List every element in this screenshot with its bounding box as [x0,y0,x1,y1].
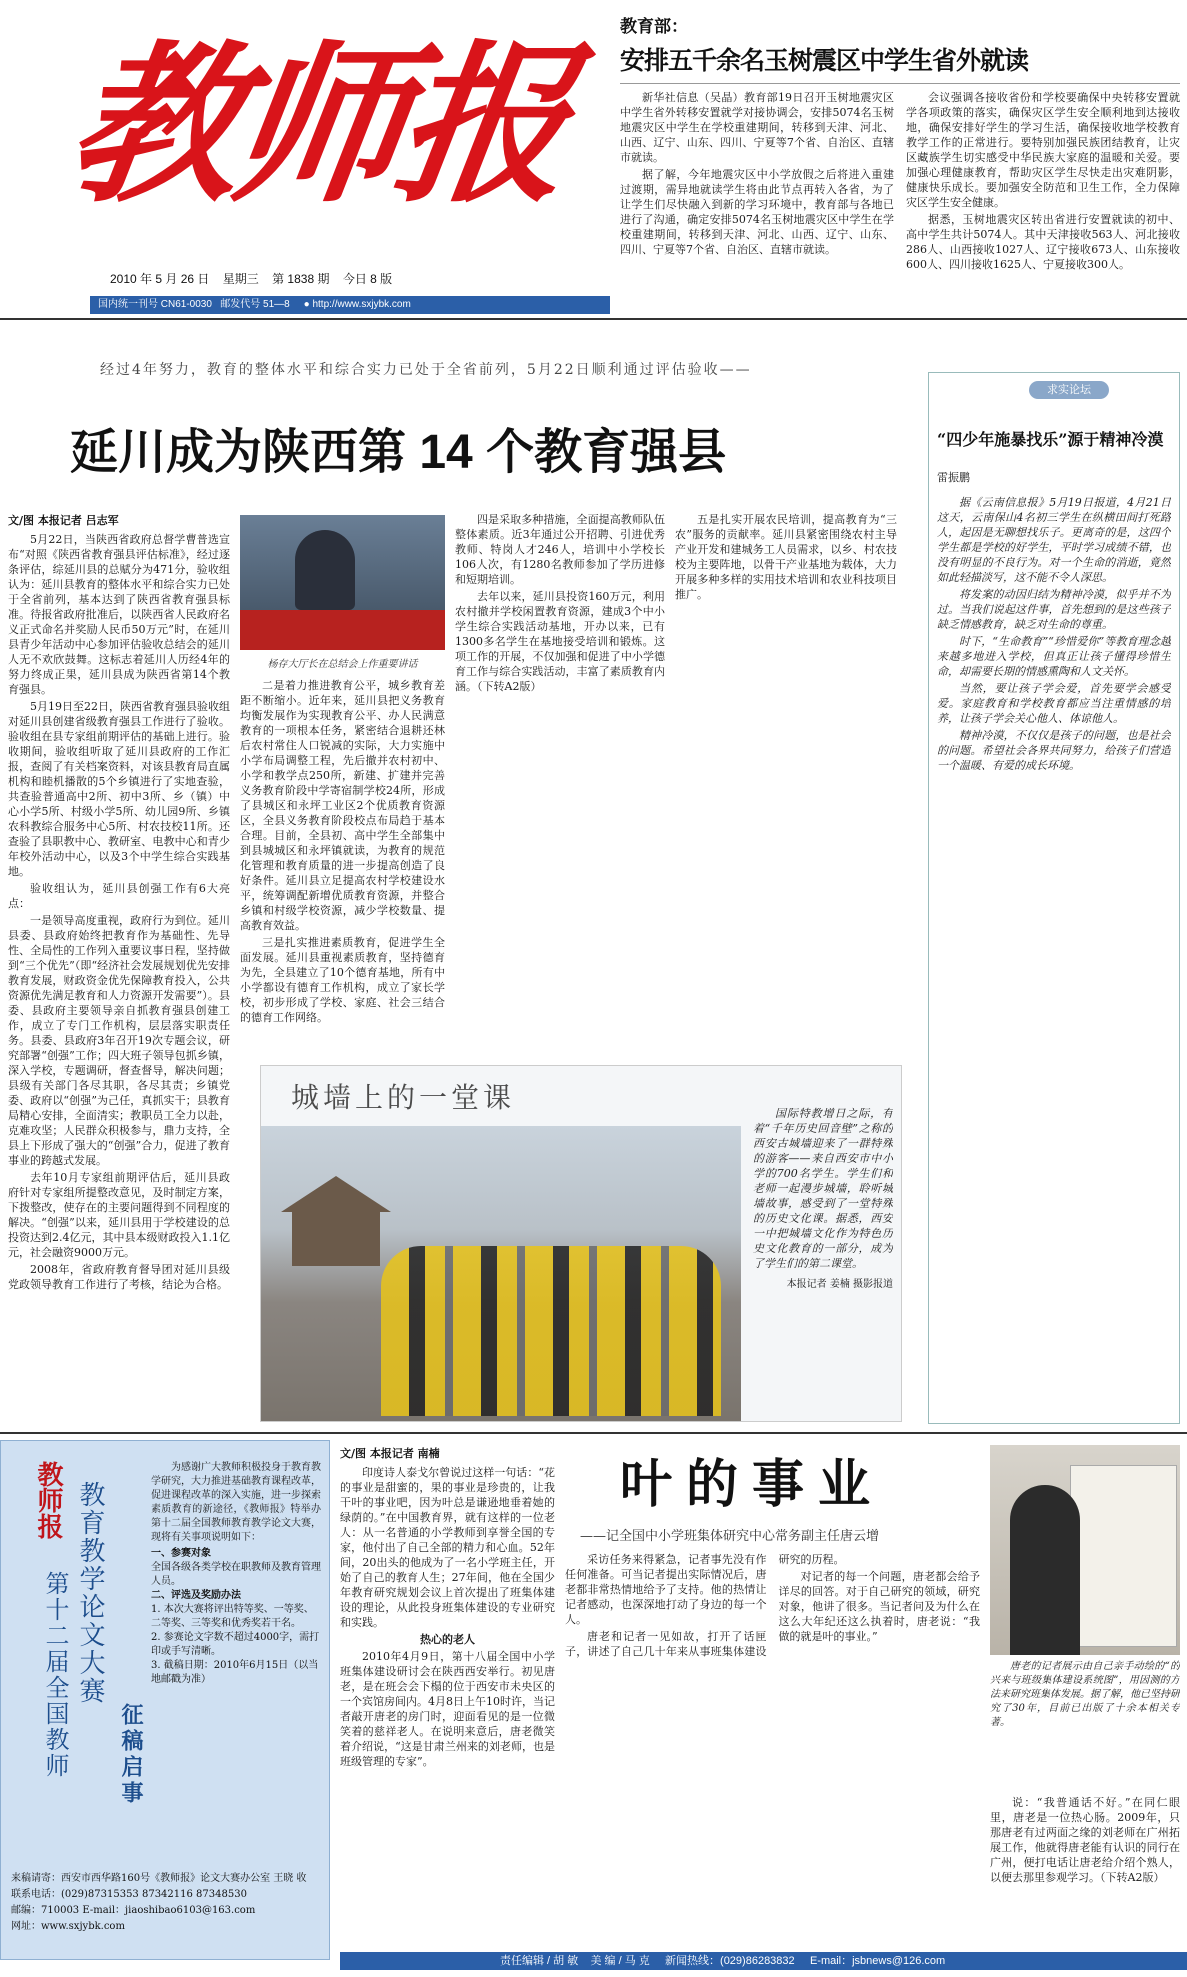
lead-body-col2 [240,678,445,1073]
masthead-info-bar [90,296,610,314]
ad-rule: 全国各级各类学校在职教师及教育管理人员。 [151,1562,321,1587]
profile-photo-caption [990,1660,1180,1790]
issue-pages: 今日 8 版 [342,272,393,286]
website-link[interactable]: http://www.sxjybk.com [312,299,411,310]
issue-weekday: 星期三 [222,272,259,286]
issue-number: 第 1838 期 [272,272,330,286]
cn-code: 国内统一刊号 CN61-0030 [98,299,212,310]
lead-paragraph: 二是着力推进教育公平，城乡教育差距不断缩小。近年来，延川县把义务教育均衡发展作为实现教育公平、办人民满意教育的一项根本任务，紧密结合退耕还林后农村常住人口锐减的实际，大力实施中小学布局调整工程，先后撤并农村初中、小学和教学点250所，新建、扩建并完善义务教育阶段中学寄宿制学校24所，形成了县城区和永坪工业区2个优质教育资源区，全县义务教育阶段校点布局趋于基本合理。目前，全县初、高中学生全部集中到县城城区和永坪镇就读，为教育的规范化管理和教育质量的进一步提高创造了良好条件。延川县立足提高农村学校建设水平，统筹调配新增优质教育资源，并整合乡镇和村级学校资源，减少学校数量、提高教育效益。 [240,679,445,932]
lead-paragraph: 去年以来，延川县投资160万元，利用农村撤并学校闲置教育资源，建成3个中小学生综合实践活动基地，开办以来，已有1300多名学生在基地接受培训和锻炼。这项工作的开展，不仅加强和促进了中小学德育工作与综合实践活动，丰富了素质教育内涵。（下转A2版） [455,590,665,693]
profile-byline: 文/图 本报记者 南楠 [340,1447,440,1460]
ad-title-end: 征稿启事 [118,1703,144,1807]
lead-body-col4 [675,512,897,1072]
sidebar-paragraph: 据《云南信息报》5月19日报道，4月21日这天，云南保山4名初三学生在纵横田间打死路人，起因是无聊想找乐子。更离奇的是，这四个学生都是学校的好学生，平时学习成绩不错，也没有明显的不良行为。对一个生命的消逝，竟然如此轻描淡写，这不能不令人深思。 [937,496,1171,584]
top-news [620,12,1180,312]
top-news-body [620,90,1180,298]
sidebar-essay [928,372,1180,1424]
ad-rule: 二、评选及奖励办法 [151,1590,241,1601]
lead-paragraph: 五是扎实开展农民培训，提高教育为“三农”服务的贡献率。延川县紧密围绕农村主导产业开发和建城务工人员需求，以乡、村农技校为主要阵地，以骨干产业基地为载体，大力开展多种多样的实用技术培训和农业科技项目推广。 [675,513,897,601]
lead-byline: 文/图 本报记者 吕志军 [8,514,119,527]
lead-paragraph: 2008年，省政府教育督导团对延川县级党政领导教育工作进行了考核，结论为合格。 [8,1263,230,1291]
sidebar-paragraph: 时下，“生命教育”“珍惜爱你”等教育理念越来越多地进入学校，但真正让孩子懂得珍惜生命，却需要长期的情感熏陶和人文关怀。 [937,635,1171,678]
lead-headline: 延川成为陕西第 14 个教育强县 [70,426,727,479]
person-figure [1010,1485,1080,1655]
lead-paragraph: 5月22日，当陕西省政府总督学曹普选宣布“对照《陕西省教育强县评估标准》，经过逐条评估，综延川县的总赋分为471分，验收组认为：延川县教育的整体水平和综合实力已处于全省前列，基本达到了陕西省教育强县标准。待报省政府批准后，以陕西省人民政府名义正式命名并奖励人民币50万元”时，在延川县青少年活动中心参加评估验收总结会的延川人无不欢欣鼓舞。这标志着延川人历经4年的努力终成正果，延川县成为陕西省第14个教育强县。 [8,533,230,696]
ad-rules [151,1461,321,1831]
students-group [381,1246,721,1416]
footer-hotline: 新闻热线：(029)86283832 [665,1955,795,1967]
top-news-paragraph: 据了解，今年地震灾区中小学放假之后将进入重建过渡期，需异地就读学生将由此节点再转入各省，为了让学生们尽快融入到新的学习环境中，教育部与各地已进行了沟通，确定安排5074名玉树地震灾区中学生在学校重建期间，转移到天津、河北、山西、辽宁、山东、四川、宁夏等7个省、自治区、直辖市就读。 [620,168,894,256]
ad-address: 来稿请寄：西安市西华路160号《教师报》论文大赛办公室 王晓 收 [11,1873,307,1884]
ad-rule: 1. 本次大赛将评出特等奖、一等奖、二等奖、三等奖和优秀奖若干名。 [151,1604,314,1629]
photo-feature-caption [753,1106,893,1416]
profile-paragraph: 说：“我普通话不好。”在同仁眼里，唐老是一位热心肠。2009年，只那唐老有过两面之缘的刘老师在广州拓展工作，他就得唐老能有认识的同行在广州，便打电话让唐老给介绍个熟人，以便去那里参观学习。（下转A2版） [990,1796,1180,1884]
top-news-paragraph: 新华社信息（吴晶）教育部19日召开玉树地震灾区中学生省外转移安置就学对接协调会，安排5074名玉树地震灾区中学生在学校重建期间，转移到天津、河北、山西、辽宁、山东、四川、宁夏等7个省、自治区、直辖市就读。 [620,91,894,164]
sidebar-author: 雷振鹏 [937,471,970,484]
profile-body-col1 [340,1465,555,1945]
lead-photo [240,515,445,650]
ad-rule: 2. 参赛论文字数不超过4000字，需打印或手写清晰。 [151,1632,320,1657]
issue-date: 2010 年 5 月 26 日 [110,272,210,286]
ad-title-sub: 第十二届全国教师 [41,1571,69,1779]
ad-email[interactable]: 邮编：710003 E-mail：jiaoshibao6103@163.com [11,1905,256,1916]
photo-feature-text: 国际特教增日之际，有着“千年历史回音壁”之称的西安古城墙迎来了一群特殊的游客——来自西安市中小学的700名学生。学生们和老师一起漫步城墙，聆听城墙故事，感受到了一堂特殊的历史文化课。据悉，西安一中把城墙文化作为特色历史文化教育的一部分，成为了学生们的第二课堂。 [753,1107,893,1270]
sidebar-headline: “四少年施暴找乐”源于精神冷漠 [937,430,1164,449]
masthead-title: 教师报 [55,23,577,226]
photo-feature [260,1065,902,1422]
ad-logo: 教师报 [33,1461,63,1539]
sidebar-badge: 求实论坛 [1029,381,1109,399]
lead-photo-caption: 杨存大厅长在总结会上作重要讲话 [267,659,418,670]
masthead-dateline [110,270,600,290]
ad-phone: 联系电话：(029)87315353 87342116 87348530 [11,1889,247,1900]
tower-silhouette [281,1176,391,1266]
masthead [0,0,615,318]
sidebar-paragraph: 将发案的动因归结为精神冷漠，似乎并不为过。当我们说起这件事，首先想到的是这些孩子缺乏情感教育，缺乏对生命的尊重。 [937,588,1171,631]
profile-body-col3 [990,1795,1180,1945]
top-news-paragraph: 会议强调各接收省份和学校要确保中央转移安置就学各项政策的落实，确保灾区学生安全顺利地到达接收地，确保安排好学生的学习生活，确保接收地学校教育教学工作的正常进行。要特别加强民族团结教育，让灾区藏族学生切实感受中华民族大家庭的温暖和关爱。要加强心理健康教育，帮助灾区学生尽快走出灾难阴影，健康快乐成长。要加强安全防范和卫生工作，全力保障灾区学生安全健康。 [906,91,1180,209]
ad-title-main: 教育教学论文大赛 [75,1481,105,1705]
lead-paragraph: 去年10月专家组前期评估后，延川县政府针对专家组所提整改意见，及时制定方案，下拨整改，使存在的主要问题得到不同程度的解决。“创强”以来，延川县用于学校建设的总投资达到2.4亿元，其中县本级财政投入1.1亿元，社会融资9000万元。 [8,1171,230,1259]
profile-caption-text: 唐老的记者展示由自己亲手动绘的“的兴来与班级集体建设系统图”，用因测的方法来研究班集体发展。据了解，他已坚持研究了30年，目前已出版了十余本相关专著。 [990,1661,1180,1728]
profile-body-col2 [565,1552,980,1947]
ad-website[interactable]: 网址：www.sxjybk.com [11,1921,125,1932]
divider [0,318,1187,320]
lead-paragraph: 四是采取多种措施，全面提高教师队伍整体素质。近3年通过公开招聘、引进优秀教师、特岗人才246人，培训中小学校长106人次，有1280名教师参加了学历进修和短期培训。 [455,513,665,586]
speaker-figure [295,530,355,610]
sidebar-paragraph: 当然，要让孩子学会爱，首先要学会感受爱。家庭教育和学校教育都应当注重情感的培养，让孩子学会关心他人、体谅他人。 [937,682,1171,725]
post-code: 邮发代号 51—8 [220,299,290,310]
lead-paragraph: 三是扎实推进素质教育，促进学生全面发展。延川县重视素质教育，坚持德育为先，全县建立了10个德育基地，所有中小学都设有德育工作机构，成立了家长学校，初步形成了学校、家庭、社会三结合的德育工作网络。 [240,936,445,1024]
footer-bar [340,1952,1187,1970]
top-news-paragraph: 据悉，玉树地震灾区转出省进行安置就读的初中、高中学生共计5074人。其中天津接收563人、河北接收286人、山西接收1027人、辽宁接收673人、山东接收600人、四川接收1625人、宁夏接收300人。 [906,213,1180,271]
lead-paragraph: 5月19日至22日，陕西省教育强县验收组对延川县创建省级教育强县工作进行了验收。验收组在县专家组前期评估的基础上进行。验收期间，验收组听取了延川县政府的工作汇报，查阅了有关档案资料，对该县教育局直属机构和睦机播散的5个乡镇进行了实地查验，共查验普通高中2所、初中3所、乡（镇）中心小学5所、村级小学5所、幼儿园9所、乡镇农科教综合服务中心5所、村农技校11所。还查验了县职教中心、教研室、电教中心和青少年校外活动中心，以及3个中学生综合实践基地。 [8,700,230,878]
photo-feature-title: 城墙上的一堂课 [291,1081,516,1114]
lead-deck: 经过4年努力，教育的整体水平和综合实力已处于全省前列，5月22日顺利通过评估验收—— [100,362,752,378]
lead-body-col1 [8,532,230,1402]
divider [0,1432,1187,1434]
profile-paragraph: 采访任务来得紧急，记者事先没有作任何准备。可当记者提出实际情况后，唐老都非常热情地给予了支持。他的热情让记者感动，也深深地打动了身边的每一个人。 [565,1553,767,1626]
ad-contact [11,1871,321,1955]
footer-editor: 责任编辑 / 胡 敏 [500,1955,579,1967]
sidebar-body [937,495,1171,1415]
footer-email[interactable]: E-mail：jsbnews@126.com [809,1955,946,1967]
globe-icon: ● [303,299,310,310]
lead-paragraph: 一是领导高度重视，政府行为到位。延川县委、县政府始终把教育作为基础性、先导性、全局性的工作列入重要议事日程，坚持做到“三个优先”（即“经济社会发展规划优先安排教育发展，财政资金优先保障教育投入，公共资源优先满足教育和人力资源开发需要”）。县委、县政府主要领导亲自抓教育强县创建工作，成立了专门工作机构，层层落实职责任务。县委、县政府3年召开19次专题会议，研究部署“创强”工作；四大班子领导包抓乡镇，深入学校，专题调研，督查督导，解决问题；县级有关部门各尽其职，各尽其责；乡镇党委、政府以“创强”为己任，真抓实干；县教育局精心安排，全面清实；教职员工全力以赴，克难攻坚；人民群众积极参与，鼎力支持，全县上下形成了强大的“创强”合力，促进了教育事业的跨越式发展。 [8,914,230,1167]
lead-body-col3 [455,512,665,1072]
profile-paragraph: 印度诗人泰戈尔曾说过这样一句话：“花的事业是甜蜜的，果的事业是珍贵的，让我干叶的事业吧，因为叶总是谦逊地垂着她的绿荫的。”在中国教育界，就有这样的一位老人：从一名普通的小学教师到享誉全国的专家，他付出了自己全部的精力和心血。52年间，20出头的他成为了一名小学班主任，开始了自己的教育人生；27年间，他在全国少年教育研究规划会议上首次提出了班集体建设的理论，从此投身班集体建设的专业研究和实践。 [340,1466,555,1629]
ad-rule: 3. 截稿日期：2010年6月15日（以当地邮戳为准） [151,1660,319,1685]
ad-rule: 一、参赛对象 [151,1548,211,1559]
ad-call-for-papers [0,1440,330,1960]
lead-paragraph: 验收组认为，延川县创强工作有6大亮点： [8,882,230,910]
city-wall-photo [261,1126,741,1421]
sidebar-paragraph: 精神冷漠，不仅仅是孩子的问题，也是社会的问题。希望社会各界共同努力，给孩子们营造一个温暖、有爱的成长环境。 [937,729,1171,772]
photo-feature-credit: 本报记者 姜楠 摄影报道 [786,1279,893,1290]
profile-headline: 叶的事业 [620,1456,885,1514]
profile-deck: ——记全国中小学班集体研究中心常务副主任唐云增 [580,1529,880,1544]
chart-board [1070,1465,1177,1647]
top-news-headline: 安排五千余名玉树震区中学生省外就读 [620,41,1180,84]
profile-paragraph: 2010年4月9日，第十八届全国中小学班集体建设研讨会在陕西西安举行。初见唐老，是在班会会下榻的位于西安市未央区的一个宾馆房间内。4月8日上午10时许，当记者敲开唐老的房门时，迎面看见的是一位微笑着的慈祥老人。在说明来意后，唐老微笑着介绍说，“这是甘肃兰州来的刘老师，也是班级管理的专家”。 [340,1650,555,1768]
top-news-kicker: 教育部： [620,17,688,36]
profile-paragraph: 唐老和记者一见如故，打开了话匣子，讲述了自己几十年来从事班集体建设研究的历程。 [565,1553,845,1658]
ad-intro: 为感谢广大教师积极投身于教育教学研究，大力推进基础教育课程改革，促进课程改革的深入实施，进一步探索素质教育的新途径，《教师报》特举办第十二届全国教师教育教学论文大赛，现将有关事项说明如下： [151,1462,321,1543]
profile-subhead: 热心的老人 [420,1633,475,1646]
profile-photo [990,1445,1180,1655]
profile-paragraph: 对记者的每一个问题，唐老都会给予详尽的回答。对于自己研究的领域，研究对象，他讲了很多。当记者问及为什么在这么大年纪还这么执着时，唐老说：“我做的就是叶的事业。” [778,1570,980,1643]
table-cloth [240,610,445,650]
footer-designer: 美 编 / 马 克 [590,1955,650,1967]
